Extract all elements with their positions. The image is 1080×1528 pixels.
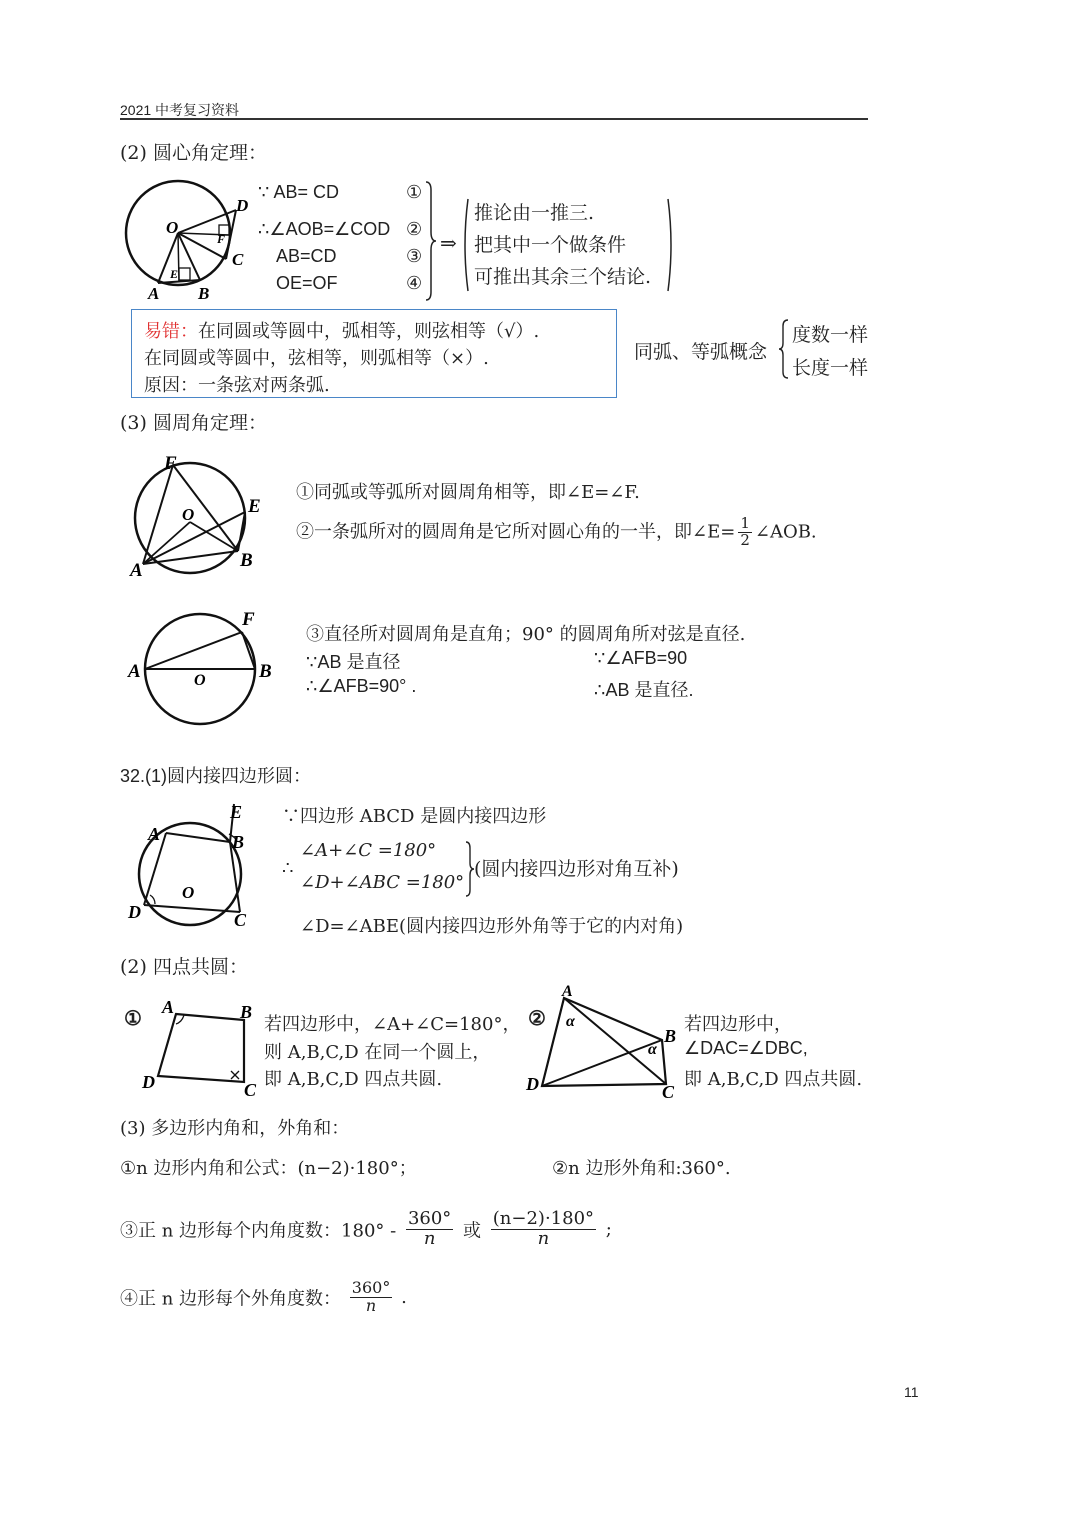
central-angle-figure <box>118 175 258 305</box>
frac2-denominator: n <box>537 1227 550 1249</box>
circle-num-3: ③ <box>406 246 423 267</box>
fig-label-b: B <box>198 284 210 303</box>
fraction-denominator: 2 <box>740 530 750 549</box>
left-brace-arc-concept <box>778 318 790 380</box>
concyclic-case-1-marker: ① <box>124 1006 142 1030</box>
fig1-label-a: A <box>130 560 143 581</box>
cc2-label-b: B <box>664 1026 677 1046</box>
section-heading-polygon: (3) 多边形内角和，外角和： <box>120 1118 350 1139</box>
fraction-interior-over-n <box>491 1210 596 1249</box>
fig2-label-f: F <box>242 609 255 630</box>
page-number: 11 <box>904 1384 919 1400</box>
result-line-1: 推论由一推三. <box>474 202 595 224</box>
fig2-label-o: O <box>194 672 206 689</box>
concyclic-2-line-2: ∠DAC=∠DBC, <box>684 1038 808 1058</box>
opposite-angles-note: (圆内接四边形对角互补) <box>474 858 679 880</box>
cc2-label-a: A <box>562 983 573 1000</box>
concyclic-1-line-2: 则 A,B,C,D 在同一个圆上， <box>264 1042 491 1063</box>
cc1-label-c: C <box>244 1080 257 1100</box>
fig-label-a: A <box>148 284 160 303</box>
fraction-one-half <box>738 516 752 549</box>
section-heading-central-angle: (2) 圆心角定理： <box>120 142 267 164</box>
fraction-numerator: 1 <box>740 514 750 532</box>
concyclic-figure-2 <box>524 984 684 1102</box>
semicolon: ; <box>605 1218 612 1240</box>
fraction-exterior <box>350 1280 393 1315</box>
cc2-alpha-at-b: α <box>648 1041 657 1058</box>
inscribed-angle-figure-1 <box>128 452 278 582</box>
circle-num-2: ② <box>406 219 423 240</box>
or-word: 或 <box>463 1220 482 1242</box>
quad-label-d: D <box>128 902 141 922</box>
concyclic-1-line-1: 若四边形中，∠A+∠C=180°， <box>264 1014 521 1035</box>
inscribed-angle-figure-2 <box>126 605 286 727</box>
inscribed-rule-2-end: ∠AOB. <box>754 521 817 543</box>
fraction-360-over-n <box>406 1210 453 1249</box>
cyclic-quad-given: ∵四边形 ABCD 是圆内接四边形 <box>282 806 547 827</box>
inscribed-rule-2-text: ②一条弧所对的圆周角是它所对圆心角的一半，即∠E= <box>296 521 736 543</box>
frac1-denominator: n <box>423 1227 436 1249</box>
mistake-line-2: 在同圆或等圆中，弦相等，则弧相等（×）. <box>144 348 489 369</box>
fig1-label-o: O <box>182 505 195 524</box>
concyclic-case-2-marker: ② <box>528 1006 546 1030</box>
fig2-label-b: B <box>259 661 272 682</box>
section-heading-cyclic-quad: 32.(1)圆内接四边形圆： <box>120 766 312 786</box>
frac2-numerator: (n−2)·180° <box>492 1208 595 1229</box>
fig-label-c: C <box>232 250 244 269</box>
condition-arcs-equal: ∵ AB= CD <box>258 182 339 202</box>
frac1-numerator: 360° <box>407 1208 452 1229</box>
therefore-symbol: ∴ <box>282 858 294 879</box>
quad-label-b: B <box>232 832 245 852</box>
fig-label-o: O <box>166 218 179 237</box>
cc1-label-b: B <box>240 1002 253 1022</box>
fig1-label-b: B <box>240 550 253 571</box>
fig1-label-e: E <box>248 496 261 517</box>
fig1-label-f: F <box>164 453 177 474</box>
quad-label-a: A <box>148 824 161 844</box>
mistake-label: 易错： <box>144 321 198 342</box>
quad-label-e: E <box>230 802 243 822</box>
page-header-title: 2021 中考复习资料 <box>120 102 240 118</box>
concyclic-2-line-3: 即 A,B,C,D 四点共圆. <box>684 1069 863 1090</box>
circle-num-1: ① <box>406 182 423 203</box>
cc2-label-d: D <box>526 1074 539 1094</box>
mistake-line-3: 原因：一条弦对两条弧. <box>144 375 330 396</box>
cc1-label-a: A <box>162 997 175 1017</box>
inscribed-rule-3: ③直径所对圆周角是直角；90° 的圆周角所对弦是直径. <box>306 624 746 645</box>
arc-same-length: 长度一样 <box>792 357 869 379</box>
arc-same-degree: 度数一样 <box>792 324 869 346</box>
right-angle-conclusion: ∴AB 是直径. <box>594 680 694 700</box>
mistake-text-1: 在同圆或等圆中，弧相等，则弦相等（√）. <box>198 321 540 342</box>
cyclic-quadrilateral-figure <box>126 800 266 932</box>
mistake-line-1 <box>144 317 539 343</box>
period: . <box>401 1286 407 1308</box>
frac3-numerator: 360° <box>351 1278 391 1297</box>
circle-num-4: ④ <box>406 273 423 294</box>
opposite-angles-eq-1: ∠A+∠C =180° <box>300 840 437 861</box>
fig2-label-a: A <box>128 661 141 682</box>
result-line-3: 可推出其余三个结论. <box>474 266 652 288</box>
condition-distances-equal: OE=OF <box>276 273 338 293</box>
result-line-2: 把其中一个做条件 <box>474 234 627 256</box>
exterior-angle-rule: ∠D=∠ABE(圆内接四边形外角等于它的内对角) <box>300 916 684 937</box>
header-rule <box>120 118 868 120</box>
cc2-label-c: C <box>662 1082 675 1102</box>
cc2-alpha-at-a: α <box>566 1013 575 1030</box>
concyclic-2-line-1: 若四边形中， <box>684 1014 792 1035</box>
section-heading-inscribed-angle: (3) 圆周角定理： <box>120 412 267 434</box>
fig-label-e: E <box>170 267 179 281</box>
implies-arrow: ⇒ <box>440 231 457 255</box>
arc-concept-label: 同弧、等弧概念 <box>634 341 768 363</box>
regular-exterior-label: ④正 n 边形每个外角度数： <box>120 1288 342 1310</box>
regular-interior-label: ③正 n 边形每个内角度数：180° - <box>120 1220 397 1242</box>
concyclic-1-line-3: 即 A,B,C,D 四点共圆. <box>264 1069 443 1090</box>
regular-exterior-angle <box>120 1280 407 1315</box>
frac3-denominator: n <box>365 1295 377 1315</box>
diameter-given: ∵AB 是直径 <box>306 652 401 672</box>
diameter-conclusion: ∴∠AFB=90° . <box>306 676 417 696</box>
right-angle-given: ∵∠AFB=90 <box>594 648 688 668</box>
quad-label-c: C <box>234 910 247 930</box>
condition-chords-equal: AB=CD <box>276 246 337 266</box>
regular-interior-angle <box>120 1210 612 1249</box>
quad-label-o: O <box>182 883 195 902</box>
exterior-sum-formula: ②n 边形外角和:360°. <box>552 1158 731 1179</box>
interior-sum-formula: ①n 边形内角和公式：(n−2)·180°； <box>120 1158 417 1179</box>
cc1-label-d: D <box>142 1072 155 1092</box>
opposite-angles-eq-2: ∠D+∠ABC =180° <box>300 872 465 893</box>
concyclic-figure-1 <box>140 996 262 1100</box>
inscribed-rule-1: ①同弧或等弧所对圆周角相等，即∠E=∠F. <box>296 482 640 503</box>
inscribed-rule-2 <box>296 516 817 549</box>
fig-label-f: F <box>217 232 226 246</box>
right-brace-conditions <box>424 180 438 302</box>
condition-angles-equal: ∴∠AOB=∠COD <box>258 219 391 239</box>
section-heading-concyclic: (2) 四点共圆： <box>120 956 248 978</box>
fig-label-d: D <box>236 196 249 215</box>
